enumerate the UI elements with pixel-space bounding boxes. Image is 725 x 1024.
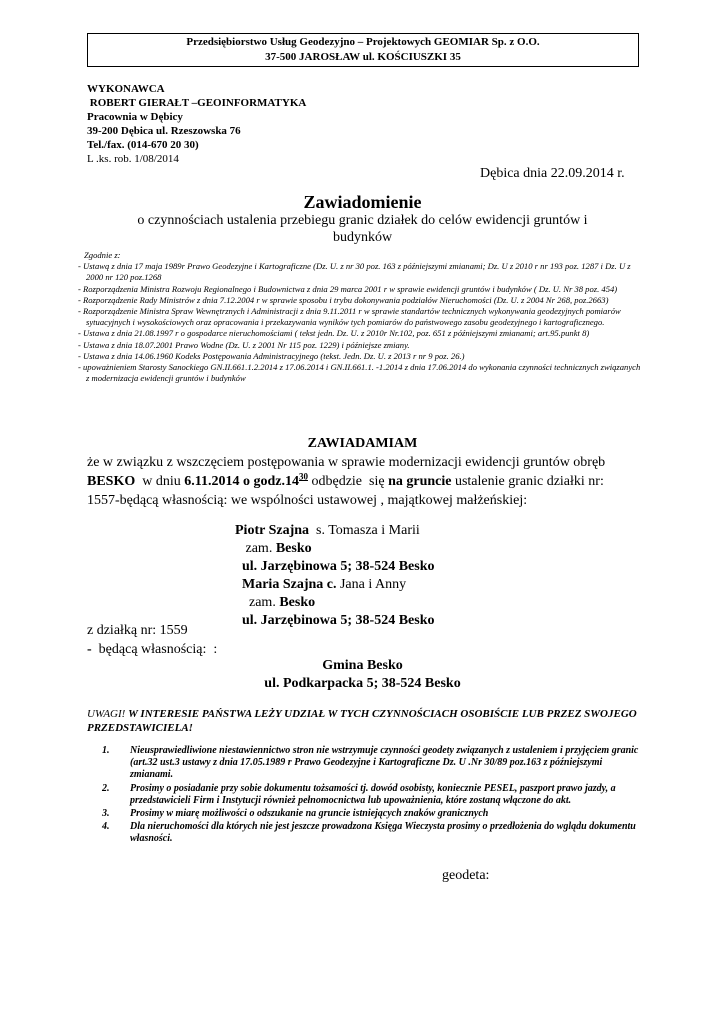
contractor-ref: L .ks. rob. 1/08/2014 [87, 153, 179, 165]
note-text: Nieusprawiedliwione niestawiennictwo stron nie wstrzymuje czynności geodety związanych z ustaleniem i przyjęciem granic (art.32 ust.3 ustawy z dnia 17.05.1989 r Prawo Geodezyjne i Kartograficzne Dz. U .Nr 30/89 poz.163 z późniejszymi zmianami. [130, 745, 639, 781]
gmina-address: ul. Podkarpacka 5; 38-524 Besko [264, 676, 461, 691]
legal-item: - Rozporządzenia Ministra Rozwoju Regionalnego i Budownictwa z dnia 29 marca 2001 r w sprawie ewidencji gruntów i budynków ( Dz. U. Nr 38 poz. 454) [78, 283, 618, 294]
owner-line [235, 612, 435, 630]
legal-preamble: Zgodnie z: [84, 250, 121, 260]
owner-line [235, 558, 435, 576]
warning-text [87, 707, 647, 735]
announce-line-3: 1557-będącą własnością: we wspólności ustawowej , majątkowej małżeńskiej: [87, 493, 528, 508]
note-text: Prosimy o posiadanie przy sobie dokumentu tożsamości tj. dowód osobisty, koniecznie PESEL, paszport prawo jazdy, a przedstawicieli Firm i Instytucji również pełnomocnictwa lub upoważnienia, które zostaną włączone do akt. [130, 782, 616, 806]
note-item [102, 783, 642, 807]
owner-detail: zam. [235, 541, 276, 556]
legal-item: - Ustawa z dnia 14.06.1960 Kodeks Postępowania Administracyjnego (tekst. Jedn. Dz. U. z 2013 r nr 9 poz. 26.) [78, 350, 465, 361]
legal-basis [74, 250, 644, 384]
legal-item: - upoważnieniem Starosty Sanockiego GN.II.661.1.2.2014 z 17.06.2014 i GN.II.661.1. -1.2014 z dnia 17.06.2014 do wykonania czynności technicznych związanych z modernizacja ewidencji gruntów i budynków [78, 362, 641, 384]
legal-item: - Ustawą z dnia 17 maja 1989r Prawo Geodezyjne i Kartograficzne (Dz. U. z nr 30 poz. 163 z późniejszymi zmianami; Dz. U z 2010 r nr 193 poz. 1287 i Dz. U z 2000 nr 120 poz.1268 [78, 261, 631, 283]
announce-parcel-prefix: ustalenie granic działki nr: [451, 474, 604, 489]
note-item [102, 808, 642, 820]
announce-when-minutes: 30 [298, 471, 308, 482]
note-number: 2. [102, 782, 110, 794]
owner-line [235, 540, 435, 558]
announce-heading: ZAWIADAMIAM [307, 436, 418, 451]
announce-text [87, 453, 647, 510]
document-title: Zawiadomienie [303, 192, 422, 212]
legal-item: - Ustawa z dnia 21.08.1997 r o gospodarce nieruchomościami ( tekst jedn. Dz. U. z 2010r Nr.102, poz. 651 z późniejszymi zmianami; art.95.punkt 8) [78, 328, 590, 339]
contractor-office: Pracownia w Dębicy [87, 111, 183, 123]
note-text: Dla nieruchomości dla których nie jest jeszcze prowadzona Księga Wieczysta prosimy o przedłożenia do wglądu dokumentu własności. [130, 821, 636, 845]
note-number: 4. [102, 821, 110, 833]
company-name: Przedsiębiorstwo Usług Geodezyjno – Projektowych GEOMIAR Sp. z O.O. [186, 36, 540, 48]
document-date: Dębica dnia 22.09.2014 r. [480, 166, 625, 181]
parcel-2-dash: - [87, 642, 96, 657]
owner-address: ul. Jarzębinowa 5; 38-524 Besko [235, 613, 435, 628]
owner-detail: Jana i Anny [336, 577, 407, 592]
note-text: Prosimy w miarę możliwości o odszukanie na gruncie istniejących znaków granicznych [130, 808, 489, 820]
owner-detail: s. Tomasza i Marii [309, 523, 420, 538]
announce-when-text: 6.11.2014 o godz.14 [184, 474, 299, 489]
signature-label: geodeta: [442, 868, 490, 883]
owner-line [235, 522, 435, 540]
contractor-address: 39-200 Dębica ul. Rzeszowska 76 [87, 125, 241, 137]
warning-body: W INTERESIE PAŃSTWA LEŻY UDZIAŁ W TYCH CZYNNOŚCIACH OSOBIŚCIE LUB PRZEZ SWOJEGO PRZEDSTAWICIELA! [87, 708, 637, 734]
warning-prefix: UWAGI! [87, 708, 129, 720]
owner-address: ul. Jarzębinowa 5; 38-524 Besko [235, 559, 435, 574]
owner-town: Besko [279, 595, 316, 610]
owner-detail: zam. [235, 595, 280, 610]
legal-item: - Rozporządzenie Rady Ministrów z dnia 7.12.2004 r w sprawie sposobu i trybu dokonywania podziałów Nieruchomości (Dz. U. z 2004 Nr 268, poz.2663) [78, 294, 609, 305]
parcel-2-number: z działką nr: 1559 [87, 623, 188, 638]
announce-date-prefix: w dniu [135, 474, 185, 489]
owner-name: Maria Szajna c. [235, 577, 337, 592]
announce-place-prefix: odbędzie się [307, 474, 389, 489]
announce-where: na gruncie [388, 474, 452, 489]
contractor-block [87, 82, 306, 166]
announce-place: BESKO [87, 474, 136, 489]
note-item [102, 821, 642, 845]
gmina-name: Gmina Besko [322, 658, 403, 673]
announce-when [184, 471, 308, 489]
document-subtitle: o czynnościach ustalenia przebiegu granic działek do celów ewidencji gruntów i budynków [137, 213, 588, 245]
announce-line-1: że w związku z wszczęciem postępowania w sprawie modernizacji ewidencji gruntów obręb [87, 455, 606, 470]
legal-item: - Rozporządzenie Ministra Spraw Wewnętrznych i Administracji z dnia 9.11.2011 r w sprawie standartów technicznych wykonywania geodezyjnych pomiarów sytuacyjnych i wysokościowych oraz opracowania i przekazywania wyników tych pomiarów do państwowego zasobu geodezyjnego i kartograficznego. [78, 306, 621, 328]
company-header [87, 33, 639, 67]
parcel-2-owner-label: będącą własnością: : [95, 642, 218, 657]
contractor-phone: Tel./fax. (014-670 20 30) [87, 139, 199, 151]
owners-block [235, 522, 435, 630]
parcel-2-block [87, 621, 217, 659]
contractor-name: ROBERT GIERAŁT –GEOINFORMATYKA [87, 97, 307, 109]
legal-item: - Ustawa z dnia 18.07.2001 Prawo Wodne (Dz. U. z 2001 Nr 115 poz. 1229) i późniejsze zmiany. [78, 339, 410, 350]
note-item [102, 745, 642, 782]
announce-line-2 [87, 472, 647, 491]
notes-list [102, 745, 642, 847]
owner-town: Besko [275, 541, 312, 556]
contractor-label: WYKONAWCA [87, 83, 165, 95]
gmina-block [0, 657, 725, 693]
company-address: 37-500 JAROSŁAW ul. KOŚCIUSZKI 35 [265, 51, 461, 63]
owner-line [235, 576, 435, 594]
owner-line [235, 594, 435, 612]
owner-name: Piotr Szajna [235, 523, 310, 538]
note-number: 3. [102, 808, 110, 820]
note-number: 1. [102, 745, 110, 756]
